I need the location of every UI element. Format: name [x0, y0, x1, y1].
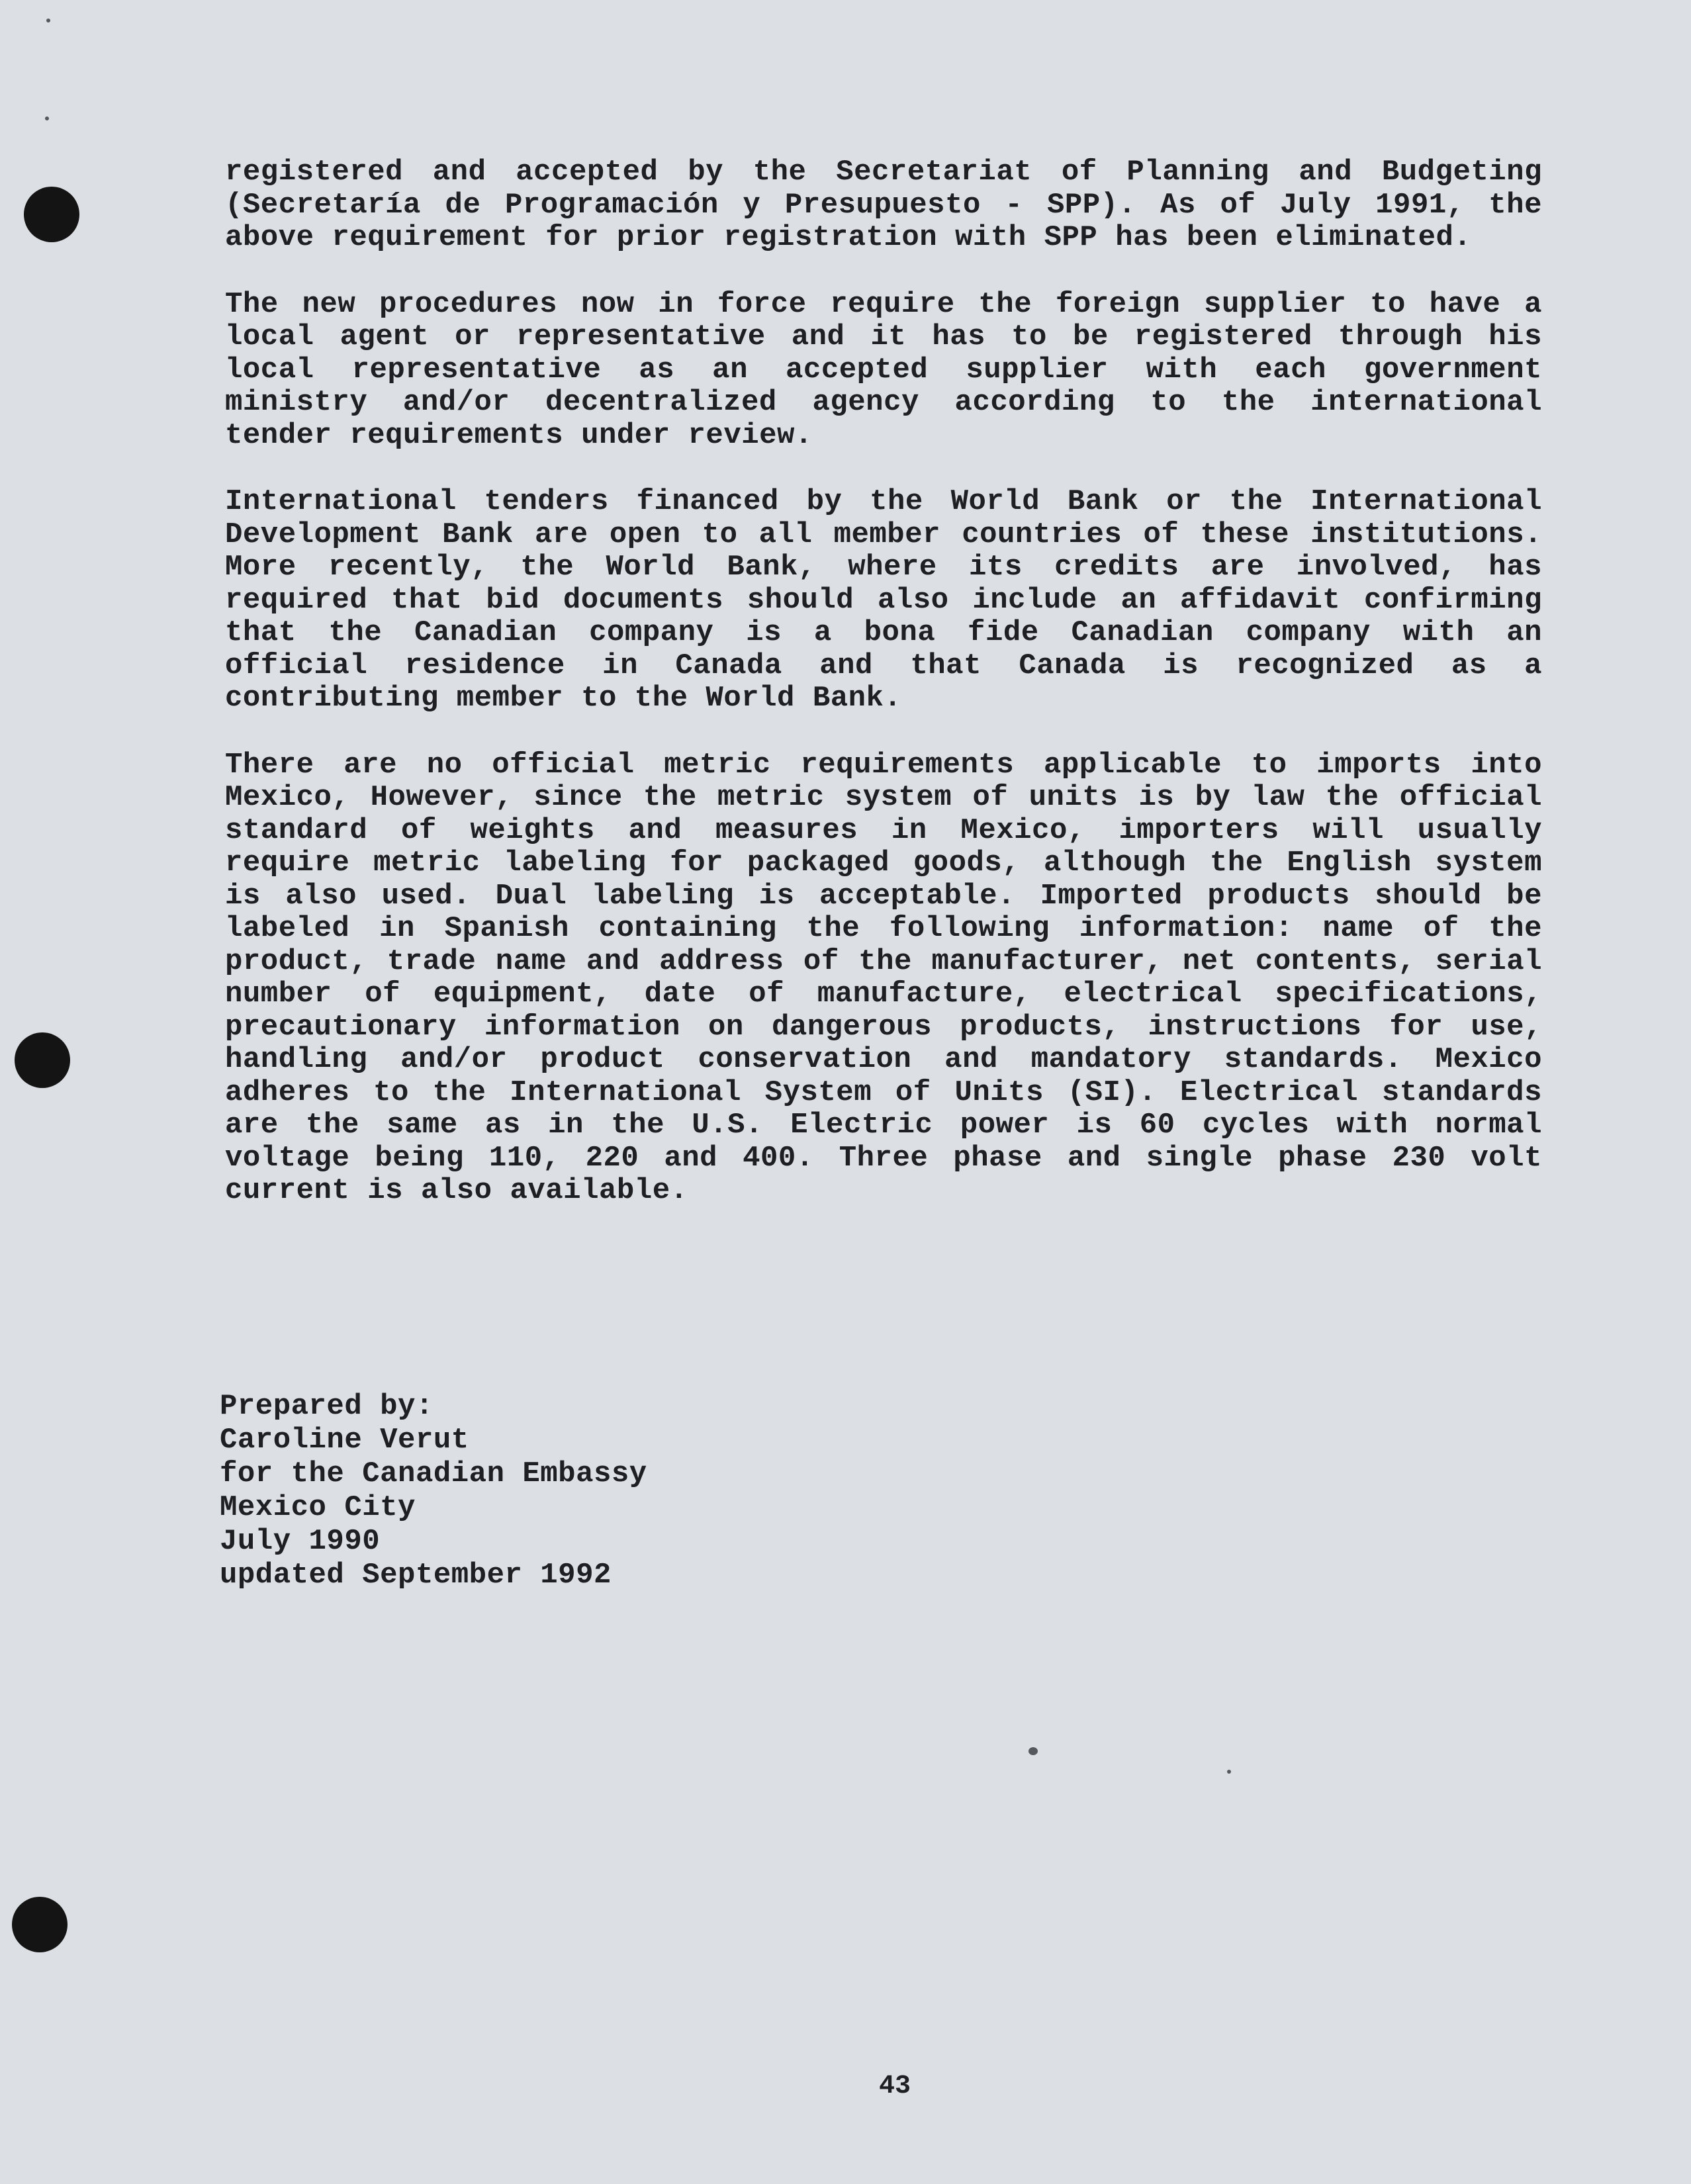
prepared-by-label: Prepared by:	[220, 1390, 434, 1423]
signature-block	[220, 1390, 647, 1592]
paragraph-new-procedures: The new procedures now in force require the foreign supplier to have a local agent or representative and it has to be registered through his local representative as an accepted supplier with each government ministry and/or decentralized agency according to the international tender requirements under review.	[225, 287, 1542, 452]
document-body	[225, 156, 1542, 1208]
paragraph-spp-registration: registered and accepted by the Secretariat of Planning and Budgeting (Secretaría de Programación y Presupuesto - SPP). As of July 1991, the above requirement for prior registration with SPP has been eliminated.	[225, 156, 1542, 254]
paragraph-metric-requirements: There are no official metric requirements applicable to imports into Mexico, However, since the metric system of units is by law the official standard of weights and measures in Mexico, importers will usually require metric labeling for packaged goods, although the English system is also used. Dual labeling is acceptable. Imported products should be labeled in Spanish containing the following information: name of the product, trade name and address of the manufacturer, net contents, serial number of equipment, date of manufacture, electrical specifications, precautionary information on dangerous products, instructions for use, handling and/or product conservation and mandatory standards. Mexico adheres to the International System of Units (SI). Electrical standards are the same as in the U.S. Electric power is 60 cycles with normal voltage being 110, 220 and 400. Three phase and single phase 230 volt current is also available.	[225, 748, 1542, 1207]
author-organization: for the Canadian Embassy	[220, 1457, 647, 1490]
scan-speck	[45, 116, 49, 120]
updated-date: updated September 1992	[220, 1559, 612, 1592]
paragraph-international-tenders: International tenders financed by the World Bank or the International Development Bank are open to all member countries of these institutions. More recently, the World Bank, where its credits are involved, has required that bid documents should also include an affidavit confirming that the Canadian company is a bona fide Canadian company with an official residence in Canada and that Canada is recognized as a contributing member to the World Bank.	[225, 485, 1542, 715]
prepared-date: July 1990	[220, 1525, 381, 1558]
punch-hole-top	[24, 187, 79, 242]
author-city: Mexico City	[220, 1491, 416, 1524]
page-number: 43	[879, 2071, 911, 2101]
scan-speck	[1227, 1770, 1231, 1774]
punch-hole-bottom	[12, 1897, 68, 1952]
punch-hole-middle	[15, 1032, 70, 1088]
scan-speck	[1028, 1747, 1038, 1755]
scan-speck	[46, 19, 50, 23]
author-name: Caroline Verut	[220, 1424, 469, 1457]
